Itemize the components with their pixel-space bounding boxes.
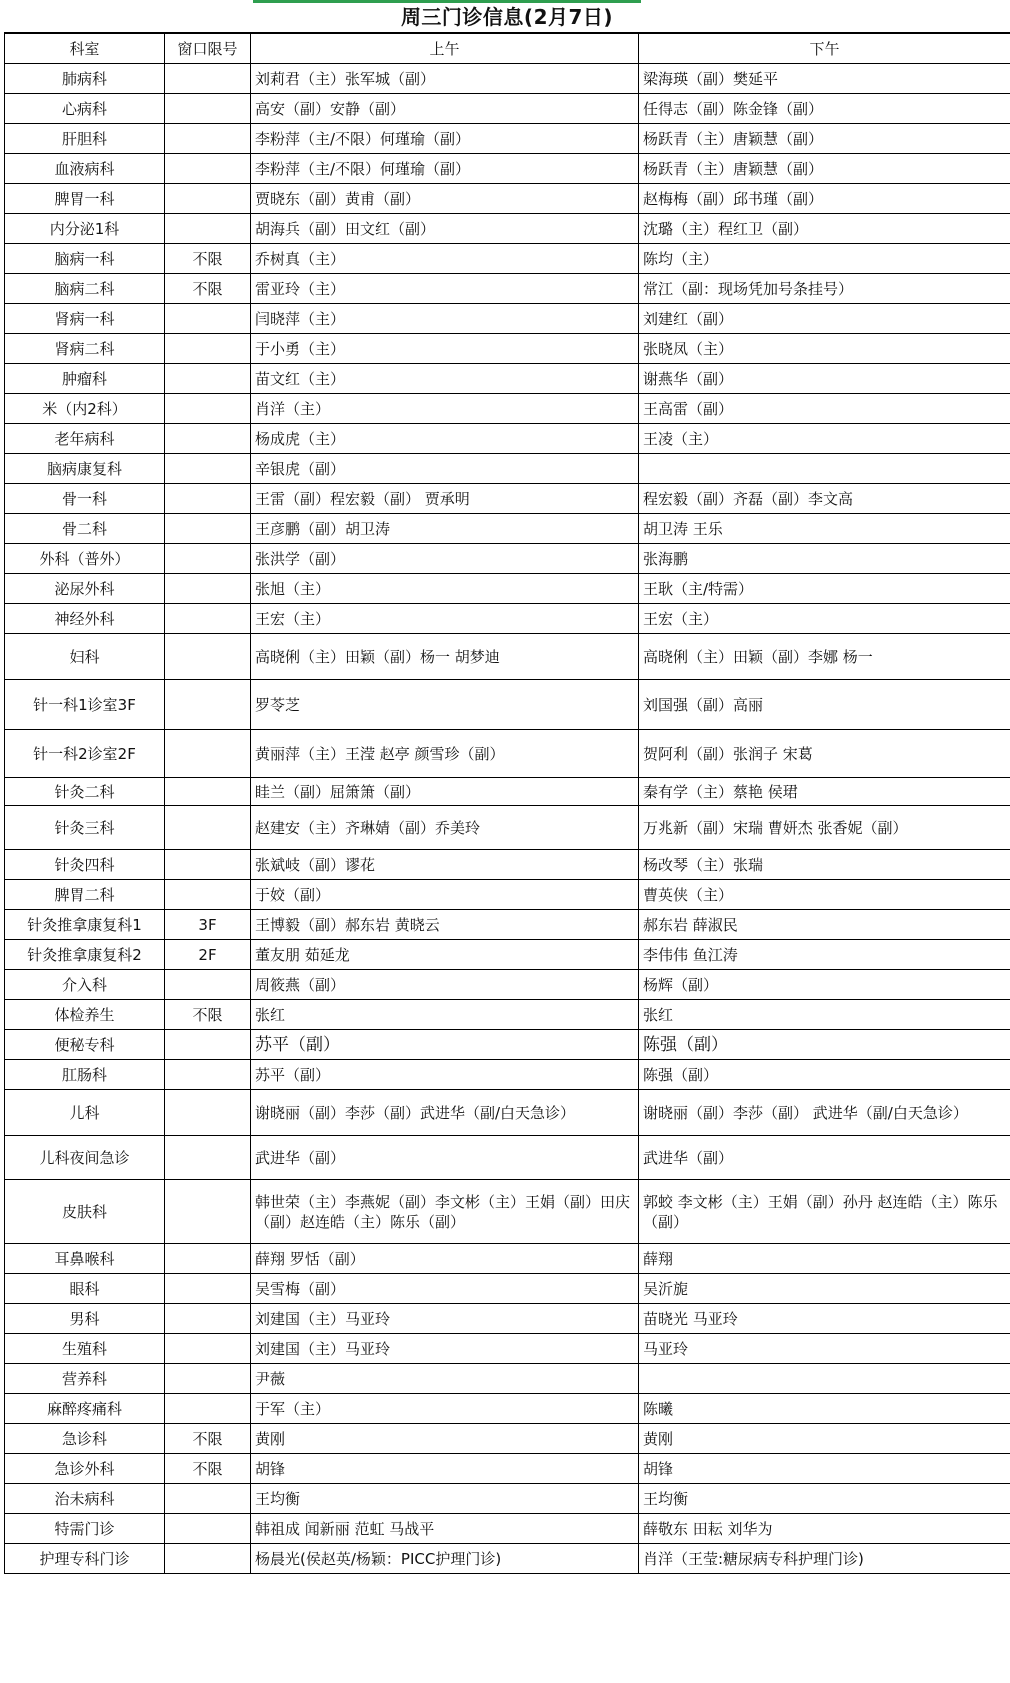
pm-cell: 吴沂旎 — [639, 1274, 1010, 1304]
limit-cell — [165, 1180, 251, 1244]
dept-cell: 血液病科 — [5, 154, 165, 184]
pm-cell: 刘建红（副） — [639, 304, 1010, 334]
am-cell: 雷亚玲（主） — [251, 274, 639, 304]
pm-cell: 武进华（副） — [639, 1136, 1010, 1180]
pm-cell: 高晓俐（主）田颖（副）李娜 杨一 — [639, 634, 1010, 680]
limit-cell — [165, 1274, 251, 1304]
column-header-limit: 窗口限号 — [165, 34, 251, 64]
pm-cell: 薛敬东 田耘 刘华为 — [639, 1514, 1010, 1544]
table-row — [5, 124, 1010, 154]
dept-cell: 麻醉疼痛科 — [5, 1394, 165, 1424]
dept-cell: 营养科 — [5, 1364, 165, 1394]
am-cell: 王博毅（副）郝东岩 黄晓云 — [251, 910, 639, 940]
limit-cell — [165, 1304, 251, 1334]
table-row — [5, 364, 1010, 394]
limit-cell — [165, 1244, 251, 1274]
pm-cell: 王高雷（副） — [639, 394, 1010, 424]
table-row — [5, 1244, 1010, 1274]
dept-cell: 肿瘤科 — [5, 364, 165, 394]
am-cell: 吴雪梅（副） — [251, 1274, 639, 1304]
am-cell: 罗苓芝 — [251, 680, 639, 730]
dept-cell: 脑病康复科 — [5, 454, 165, 484]
limit-cell — [165, 304, 251, 334]
table-row — [5, 970, 1010, 1000]
table-row — [5, 1000, 1010, 1030]
pm-cell: 万兆新（副）宋瑞 曹妍杰 张香妮（副） — [639, 806, 1010, 850]
am-cell: 刘建国（主）马亚玲 — [251, 1304, 639, 1334]
am-cell: 董友朋 茹延龙 — [251, 940, 639, 970]
table-row — [5, 574, 1010, 604]
am-cell: 王雷（副）程宏毅（副） 贾承明 — [251, 484, 639, 514]
dept-cell: 内分泌1科 — [5, 214, 165, 244]
pm-cell: 郝东岩 薛淑民 — [639, 910, 1010, 940]
am-cell: 苗文红（主） — [251, 364, 639, 394]
limit-cell — [165, 730, 251, 778]
table-row — [5, 1030, 1010, 1060]
dept-cell: 男科 — [5, 1304, 165, 1334]
limit-cell — [165, 806, 251, 850]
pm-cell: 李伟伟 鱼江涛 — [639, 940, 1010, 970]
am-cell: 王彦鹏（副）胡卫涛 — [251, 514, 639, 544]
table-row — [5, 1090, 1010, 1136]
limit-cell — [165, 574, 251, 604]
table-row — [5, 1484, 1010, 1514]
dept-cell: 脑病二科 — [5, 274, 165, 304]
limit-cell — [165, 334, 251, 364]
dept-cell: 皮肤科 — [5, 1180, 165, 1244]
am-cell: 于军（主） — [251, 1394, 639, 1424]
table-row — [5, 394, 1010, 424]
dept-cell: 眼科 — [5, 1274, 165, 1304]
am-cell: 眭兰（副）屈箫箫（副） — [251, 778, 639, 806]
pm-cell: 张晓凤（主） — [639, 334, 1010, 364]
limit-cell: 不限 — [165, 244, 251, 274]
dept-cell: 护理专科门诊 — [5, 1544, 165, 1574]
schedule-sheet — [4, 2, 1010, 1574]
table-row — [5, 1136, 1010, 1180]
dept-cell: 急诊外科 — [5, 1454, 165, 1484]
dept-cell: 针一科1诊室3F — [5, 680, 165, 730]
table-row — [5, 274, 1010, 304]
am-cell: 于小勇（主） — [251, 334, 639, 364]
am-cell: 张洪学（副） — [251, 544, 639, 574]
table-row — [5, 1544, 1010, 1574]
pm-cell: 王凌（主） — [639, 424, 1010, 454]
limit-cell — [165, 1514, 251, 1544]
am-cell: 张斌岐（副）谬花 — [251, 850, 639, 880]
pm-cell: 贺阿利（副）张润子 宋葛 — [639, 730, 1010, 778]
am-cell: 李粉萍（主/不限）何瑾瑜（副） — [251, 154, 639, 184]
table-row — [5, 244, 1010, 274]
dept-cell: 儿科夜间急诊 — [5, 1136, 165, 1180]
table-row — [5, 1334, 1010, 1364]
pm-cell: 郭蛟 李文彬（主）王娟（副）孙丹 赵连皓（主）陈乐（副） — [639, 1180, 1010, 1244]
dept-cell: 脾胃二科 — [5, 880, 165, 910]
limit-cell: 不限 — [165, 1424, 251, 1454]
pm-cell: 谢燕华（副） — [639, 364, 1010, 394]
limit-cell — [165, 424, 251, 454]
limit-cell — [165, 634, 251, 680]
pm-cell: 马亚玲 — [639, 1334, 1010, 1364]
pm-cell: 常江（副：现场凭加号条挂号） — [639, 274, 1010, 304]
pm-cell: 秦有学（主）蔡艳 侯珺 — [639, 778, 1010, 806]
table-row — [5, 806, 1010, 850]
pm-cell — [639, 1364, 1010, 1394]
pm-cell: 陈强（副） — [639, 1030, 1010, 1060]
pm-cell: 王耿（主/特需） — [639, 574, 1010, 604]
table-row — [5, 1364, 1010, 1394]
dept-cell: 针灸推拿康复科1 — [5, 910, 165, 940]
limit-cell — [165, 484, 251, 514]
pm-cell: 任得志（副）陈金锋（副） — [639, 94, 1010, 124]
limit-cell — [165, 514, 251, 544]
am-cell: 高安（副）安静（副） — [251, 94, 639, 124]
limit-cell — [165, 394, 251, 424]
am-cell: 李粉萍（主/不限）何瑾瑜（副） — [251, 124, 639, 154]
am-cell: 贾晓东（副）黄甫（副） — [251, 184, 639, 214]
limit-cell — [165, 94, 251, 124]
dept-cell: 肾病二科 — [5, 334, 165, 364]
am-cell: 谢晓丽（副）李莎（副）武进华（副/白天急诊） — [251, 1090, 639, 1136]
dept-cell: 治未病科 — [5, 1484, 165, 1514]
pm-cell: 张海鹏 — [639, 544, 1010, 574]
page-title: 周三门诊信息(2月7日) — [4, 2, 1010, 33]
table-row — [5, 454, 1010, 484]
limit-cell — [165, 1030, 251, 1060]
dept-cell: 针灸推拿康复科2 — [5, 940, 165, 970]
pm-cell: 杨跃青（主）唐颖慧（副） — [639, 154, 1010, 184]
am-cell: 张旭（主） — [251, 574, 639, 604]
schedule-table-body — [5, 34, 1010, 1574]
pm-cell: 陈曦 — [639, 1394, 1010, 1424]
pm-cell: 王宏（主） — [639, 604, 1010, 634]
dept-cell: 脑病一科 — [5, 244, 165, 274]
dept-cell: 骨二科 — [5, 514, 165, 544]
dept-cell: 针灸二科 — [5, 778, 165, 806]
am-cell: 王均衡 — [251, 1484, 639, 1514]
dept-cell: 急诊科 — [5, 1424, 165, 1454]
dept-cell: 针灸三科 — [5, 806, 165, 850]
pm-cell: 刘国强（副）高丽 — [639, 680, 1010, 730]
dept-cell: 妇科 — [5, 634, 165, 680]
table-row — [5, 154, 1010, 184]
limit-cell: 不限 — [165, 1000, 251, 1030]
dept-cell: 针灸四科 — [5, 850, 165, 880]
table-row — [5, 730, 1010, 778]
dept-cell: 肝胆科 — [5, 124, 165, 154]
table-row — [5, 1304, 1010, 1334]
table-row — [5, 514, 1010, 544]
limit-cell — [165, 64, 251, 94]
dept-cell: 骨一科 — [5, 484, 165, 514]
am-cell: 胡海兵（副）田文红（副） — [251, 214, 639, 244]
table-row — [5, 910, 1010, 940]
pm-cell: 黄刚 — [639, 1424, 1010, 1454]
am-cell: 黄刚 — [251, 1424, 639, 1454]
table-row — [5, 304, 1010, 334]
am-cell: 胡锋 — [251, 1454, 639, 1484]
am-cell: 赵建安（主）齐琳婧（副）乔美玲 — [251, 806, 639, 850]
am-cell: 肖洋（主） — [251, 394, 639, 424]
limit-cell — [165, 1334, 251, 1364]
schedule-table — [4, 33, 1010, 1574]
dept-cell: 肛肠科 — [5, 1060, 165, 1090]
pm-cell: 杨跃青（主）唐颖慧（副） — [639, 124, 1010, 154]
pm-cell: 杨辉（副） — [639, 970, 1010, 1000]
am-cell: 苏平（副） — [251, 1030, 639, 1060]
column-header-dept: 科室 — [5, 34, 165, 64]
am-cell: 武进华（副） — [251, 1136, 639, 1180]
table-row — [5, 880, 1010, 910]
table-row — [5, 1274, 1010, 1304]
table-row — [5, 634, 1010, 680]
am-cell: 乔树真（主） — [251, 244, 639, 274]
table-row — [5, 64, 1010, 94]
limit-cell — [165, 1544, 251, 1574]
dept-cell: 介入科 — [5, 970, 165, 1000]
column-header-pm: 下午 — [639, 34, 1010, 64]
dept-cell: 米（内2科） — [5, 394, 165, 424]
table-row — [5, 940, 1010, 970]
dept-cell: 儿科 — [5, 1090, 165, 1136]
pm-cell: 沈璐（主）程红卫（副） — [639, 214, 1010, 244]
limit-cell — [165, 1090, 251, 1136]
limit-cell — [165, 850, 251, 880]
table-row — [5, 214, 1010, 244]
limit-cell — [165, 1060, 251, 1090]
table-row — [5, 1454, 1010, 1484]
table-row — [5, 334, 1010, 364]
table-row — [5, 604, 1010, 634]
limit-cell — [165, 880, 251, 910]
table-row — [5, 1180, 1010, 1244]
limit-cell — [165, 214, 251, 244]
dept-cell: 特需门诊 — [5, 1514, 165, 1544]
limit-cell — [165, 604, 251, 634]
pm-cell: 陈强（副） — [639, 1060, 1010, 1090]
limit-cell — [165, 1394, 251, 1424]
pm-cell: 王均衡 — [639, 1484, 1010, 1514]
pm-cell: 赵梅梅（副）邱书瑾（副） — [639, 184, 1010, 214]
pm-cell: 杨改琴（主）张瑞 — [639, 850, 1010, 880]
pm-cell: 陈均（主） — [639, 244, 1010, 274]
pm-cell: 苗晓光 马亚玲 — [639, 1304, 1010, 1334]
pm-cell — [639, 454, 1010, 484]
am-cell: 薛翔 罗恬（副） — [251, 1244, 639, 1274]
pm-cell: 梁海瑛（副）樊延平 — [639, 64, 1010, 94]
pm-cell: 程宏毅（副）齐磊（副）李文高 — [639, 484, 1010, 514]
table-row — [5, 850, 1010, 880]
dept-cell: 泌尿外科 — [5, 574, 165, 604]
pm-cell: 肖洋（王莹:糖尿病专科护理门诊) — [639, 1544, 1010, 1574]
pm-cell: 谢晓丽（副）李莎（副） 武进华（副/白天急诊） — [639, 1090, 1010, 1136]
table-row — [5, 1424, 1010, 1454]
table-row — [5, 544, 1010, 574]
pm-cell: 胡锋 — [639, 1454, 1010, 1484]
dept-cell: 肺病科 — [5, 64, 165, 94]
am-cell: 杨成虎（主） — [251, 424, 639, 454]
limit-cell: 不限 — [165, 1454, 251, 1484]
limit-cell — [165, 680, 251, 730]
am-cell: 高晓俐（主）田颖（副）杨一 胡梦迪 — [251, 634, 639, 680]
pm-cell: 曹英侠（主） — [639, 880, 1010, 910]
am-cell: 杨晨光(侯赵英/杨颖：PICC护理门诊) — [251, 1544, 639, 1574]
table-row — [5, 1060, 1010, 1090]
table-row — [5, 1514, 1010, 1544]
table-row — [5, 184, 1010, 214]
dept-cell: 针一科2诊室2F — [5, 730, 165, 778]
table-row — [5, 1394, 1010, 1424]
am-cell: 周筱燕（副） — [251, 970, 639, 1000]
limit-cell — [165, 454, 251, 484]
dept-cell: 脾胃一科 — [5, 184, 165, 214]
limit-cell — [165, 544, 251, 574]
table-row — [5, 424, 1010, 454]
am-cell: 苏平（副） — [251, 1060, 639, 1090]
am-cell: 黄丽萍（主）王滢 赵亭 颜雪珍（副） — [251, 730, 639, 778]
table-header-row — [5, 34, 1010, 64]
table-row — [5, 94, 1010, 124]
dept-cell: 老年病科 — [5, 424, 165, 454]
dept-cell: 肾病一科 — [5, 304, 165, 334]
limit-cell: 3F — [165, 910, 251, 940]
limit-cell — [165, 778, 251, 806]
am-cell: 张红 — [251, 1000, 639, 1030]
dept-cell: 生殖科 — [5, 1334, 165, 1364]
table-row — [5, 680, 1010, 730]
pm-cell: 薛翔 — [639, 1244, 1010, 1274]
dept-cell: 便秘专科 — [5, 1030, 165, 1060]
limit-cell — [165, 1484, 251, 1514]
table-row — [5, 484, 1010, 514]
dept-cell: 耳鼻喉科 — [5, 1244, 165, 1274]
limit-cell — [165, 1136, 251, 1180]
limit-cell — [165, 970, 251, 1000]
dept-cell: 心病科 — [5, 94, 165, 124]
am-cell: 王宏（主） — [251, 604, 639, 634]
am-cell: 刘莉君（主）张军城（副） — [251, 64, 639, 94]
am-cell: 韩世荣（主）李燕妮（副）李文彬（主）王娟（副）田庆（副）赵连皓（主）陈乐（副） — [251, 1180, 639, 1244]
pm-cell: 胡卫涛 王乐 — [639, 514, 1010, 544]
dept-cell: 外科（普外） — [5, 544, 165, 574]
table-row — [5, 778, 1010, 806]
limit-cell — [165, 364, 251, 394]
am-cell: 辛银虎（副） — [251, 454, 639, 484]
am-cell: 韩祖成 闻新丽 范虹 马战平 — [251, 1514, 639, 1544]
am-cell: 于姣（副） — [251, 880, 639, 910]
column-header-am: 上午 — [251, 34, 639, 64]
am-cell: 刘建国（主）马亚玲 — [251, 1334, 639, 1364]
pm-cell: 张红 — [639, 1000, 1010, 1030]
dept-cell: 体检养生 — [5, 1000, 165, 1030]
limit-cell — [165, 184, 251, 214]
am-cell: 尹薇 — [251, 1364, 639, 1394]
am-cell: 闫晓萍（主） — [251, 304, 639, 334]
limit-cell — [165, 124, 251, 154]
limit-cell — [165, 154, 251, 184]
limit-cell — [165, 1364, 251, 1394]
dept-cell: 神经外科 — [5, 604, 165, 634]
limit-cell: 不限 — [165, 274, 251, 304]
limit-cell: 2F — [165, 940, 251, 970]
